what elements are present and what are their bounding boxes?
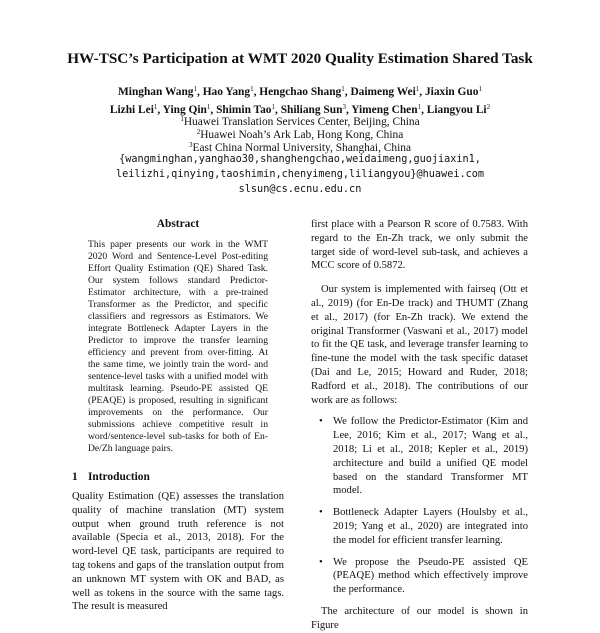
section-number: 1 bbox=[72, 471, 78, 483]
author-line-2: Lizhi Lei$^1$, Ying Qin$^1$, Shimin Tao$^1$, Shiliang Sun$^3$, Yimeng Chen$^1$, Liangyou Li$^2$ bbox=[109, 103, 491, 116]
affiliation-2: $^2$Huawei Noah’s Ark Lab, Hong Kong, China bbox=[196, 128, 404, 141]
author-name: Daimeng Wei bbox=[350, 86, 416, 98]
affiliation-3: $^3$East China Normal University, Shanghai, China bbox=[189, 141, 411, 154]
author-affiliation-mark: 1 bbox=[417, 103, 422, 111]
abstract-text: This paper presents our work in the WMT 2020 Word and Sentence-Level Post-editing Effort Quality Estimation (QE) Shared Task. Our system follows standard Predictor-Estimator architecture, with a pre-trained Transformer as the Predictor, and specific classifiers and regressors as Estimators. We integrate Bottleneck Adapter Layers in the Predictor to improve the transfer learning efficiency and prevent from over-fitting. At the same time, we jointly train the word- and sentence-level tasks with a unified model with multitask learning. Pseudo-PE assisted QE (PEAQE) is proposed, resulting in significant improvements on the performance. Our submissions achieve competitive result in word/sentence-level sub-tasks for both of En-De/Zh language pairs. bbox=[88, 239, 268, 454]
body-paragraph-2: Our system is implemented with fairseq (Ott et al., 2019) (for En-De track) and THUMT (Zhang et al., 2017) (for En-Zh track). We extend the original Transformer (Vaswani et al., 2017) model to fit the QE task, and leverage transfer learning to fine-tune the model with the task specific dataset (Dai and Le, 2015; Howard and Ruder, 2018; Radford et al., 2018). The contributions of our work are as follows: bbox=[311, 284, 528, 406]
bullet-icon: • bbox=[319, 416, 323, 428]
author-name: Liangyou Li bbox=[426, 104, 487, 116]
author-affiliation-mark: 1 bbox=[478, 85, 482, 93]
author-affiliation-mark: 1 bbox=[415, 85, 420, 93]
list-item: • We follow the Predictor-Estimator (Kim and Lee, 2016; Kim et al., 2017; Wang et al., 2018; Li et al., 2018; Kepler et al., 2019) architecture and build a unified QE model based on the standard Transformer MT model. bbox=[319, 416, 528, 497]
body-paragraph-3: The architecture of our model is shown in Figure bbox=[311, 605, 528, 631]
author-name: Shimin Tao bbox=[216, 104, 272, 116]
author-affiliation-mark: 1 bbox=[193, 85, 197, 93]
bullet-icon: • bbox=[319, 556, 323, 568]
author-affiliation-mark: 1 bbox=[153, 103, 158, 111]
author-name: Minghan Wang bbox=[118, 86, 194, 98]
author-affiliation-mark: 1 bbox=[206, 103, 211, 111]
email-line: slsun@cs.ecnu.edu.cn bbox=[238, 184, 362, 195]
intro-paragraph: Quality Estimation (QE) assesses the translation quality of machine translation (MT) system output when ground truth reference is not available (Specia et al., 2013, 2018). For the word-level QE task, participants are required to tag tokens and gaps of the translation output from an unknown MT system with OK and BAD, as well as tokens in the source with the same tags. The result is measured bbox=[72, 491, 284, 613]
email-block bbox=[60, 152, 540, 197]
bullet-icon: • bbox=[319, 507, 323, 519]
contribution-list bbox=[311, 415, 528, 597]
body-paragraph-1: first place with a Pearson R score of 0.7583. With regard to the En-Zh track, we only submit the target side of word-level sub-task, and achieves a MCC score of 0.5872. bbox=[311, 219, 528, 272]
author-name: Yimeng Chen bbox=[351, 104, 418, 116]
list-item: • We propose the Pseudo-PE assisted QE (PEAQE) method which effectively improve the performance. bbox=[319, 556, 528, 596]
author-name: Shiliang Sun bbox=[280, 104, 343, 116]
list-item: • Bottleneck Adapter Layers (Houlsby et al., 2019; Yang et al., 2020) are integrated into the model for efficient transfer learning. bbox=[319, 507, 528, 546]
author-affiliation-mark: 1 bbox=[271, 103, 275, 111]
author-name: Hao Yang bbox=[202, 86, 251, 98]
right-column bbox=[311, 218, 528, 633]
author-affiliation-mark: 1 bbox=[341, 85, 345, 93]
author-name: Ying Qin bbox=[162, 104, 207, 116]
author-affiliation-mark: 1 bbox=[250, 85, 254, 93]
author-affiliation-mark: 2 bbox=[486, 103, 491, 111]
paper-title: HW-TSC’s Participation at WMT 2020 Quality Estimation Shared Task bbox=[67, 50, 533, 67]
left-column bbox=[72, 218, 284, 614]
author-name: Hengchao Shang bbox=[259, 86, 342, 98]
email-line: leilizhi,qinying,taoshimin,chenyimeng,liliangyou}@huawei.com bbox=[115, 169, 484, 180]
section-title: Introduction bbox=[88, 471, 150, 483]
affiliation-1: $^1$Huawei Translation Services Center, Beijing, China bbox=[180, 115, 420, 128]
email-line: {wangminghan,yanghao30,shanghengchao,weidaimeng,guojiaxin1, bbox=[119, 154, 481, 165]
author-name: Jiaxin Guo bbox=[424, 86, 479, 98]
abstract-heading: Abstract bbox=[156, 218, 200, 230]
author-line-1: Minghan Wang$^1$, Hao Yang$^1$, Hengchao Shang$^1$, Daimeng Wei$^1$, Jiaxin Guo$^1$ bbox=[118, 85, 482, 98]
section-heading-introduction bbox=[72, 471, 284, 483]
author-name: Lizhi Lei bbox=[109, 104, 154, 116]
author-affiliation-mark: 3 bbox=[342, 103, 346, 111]
